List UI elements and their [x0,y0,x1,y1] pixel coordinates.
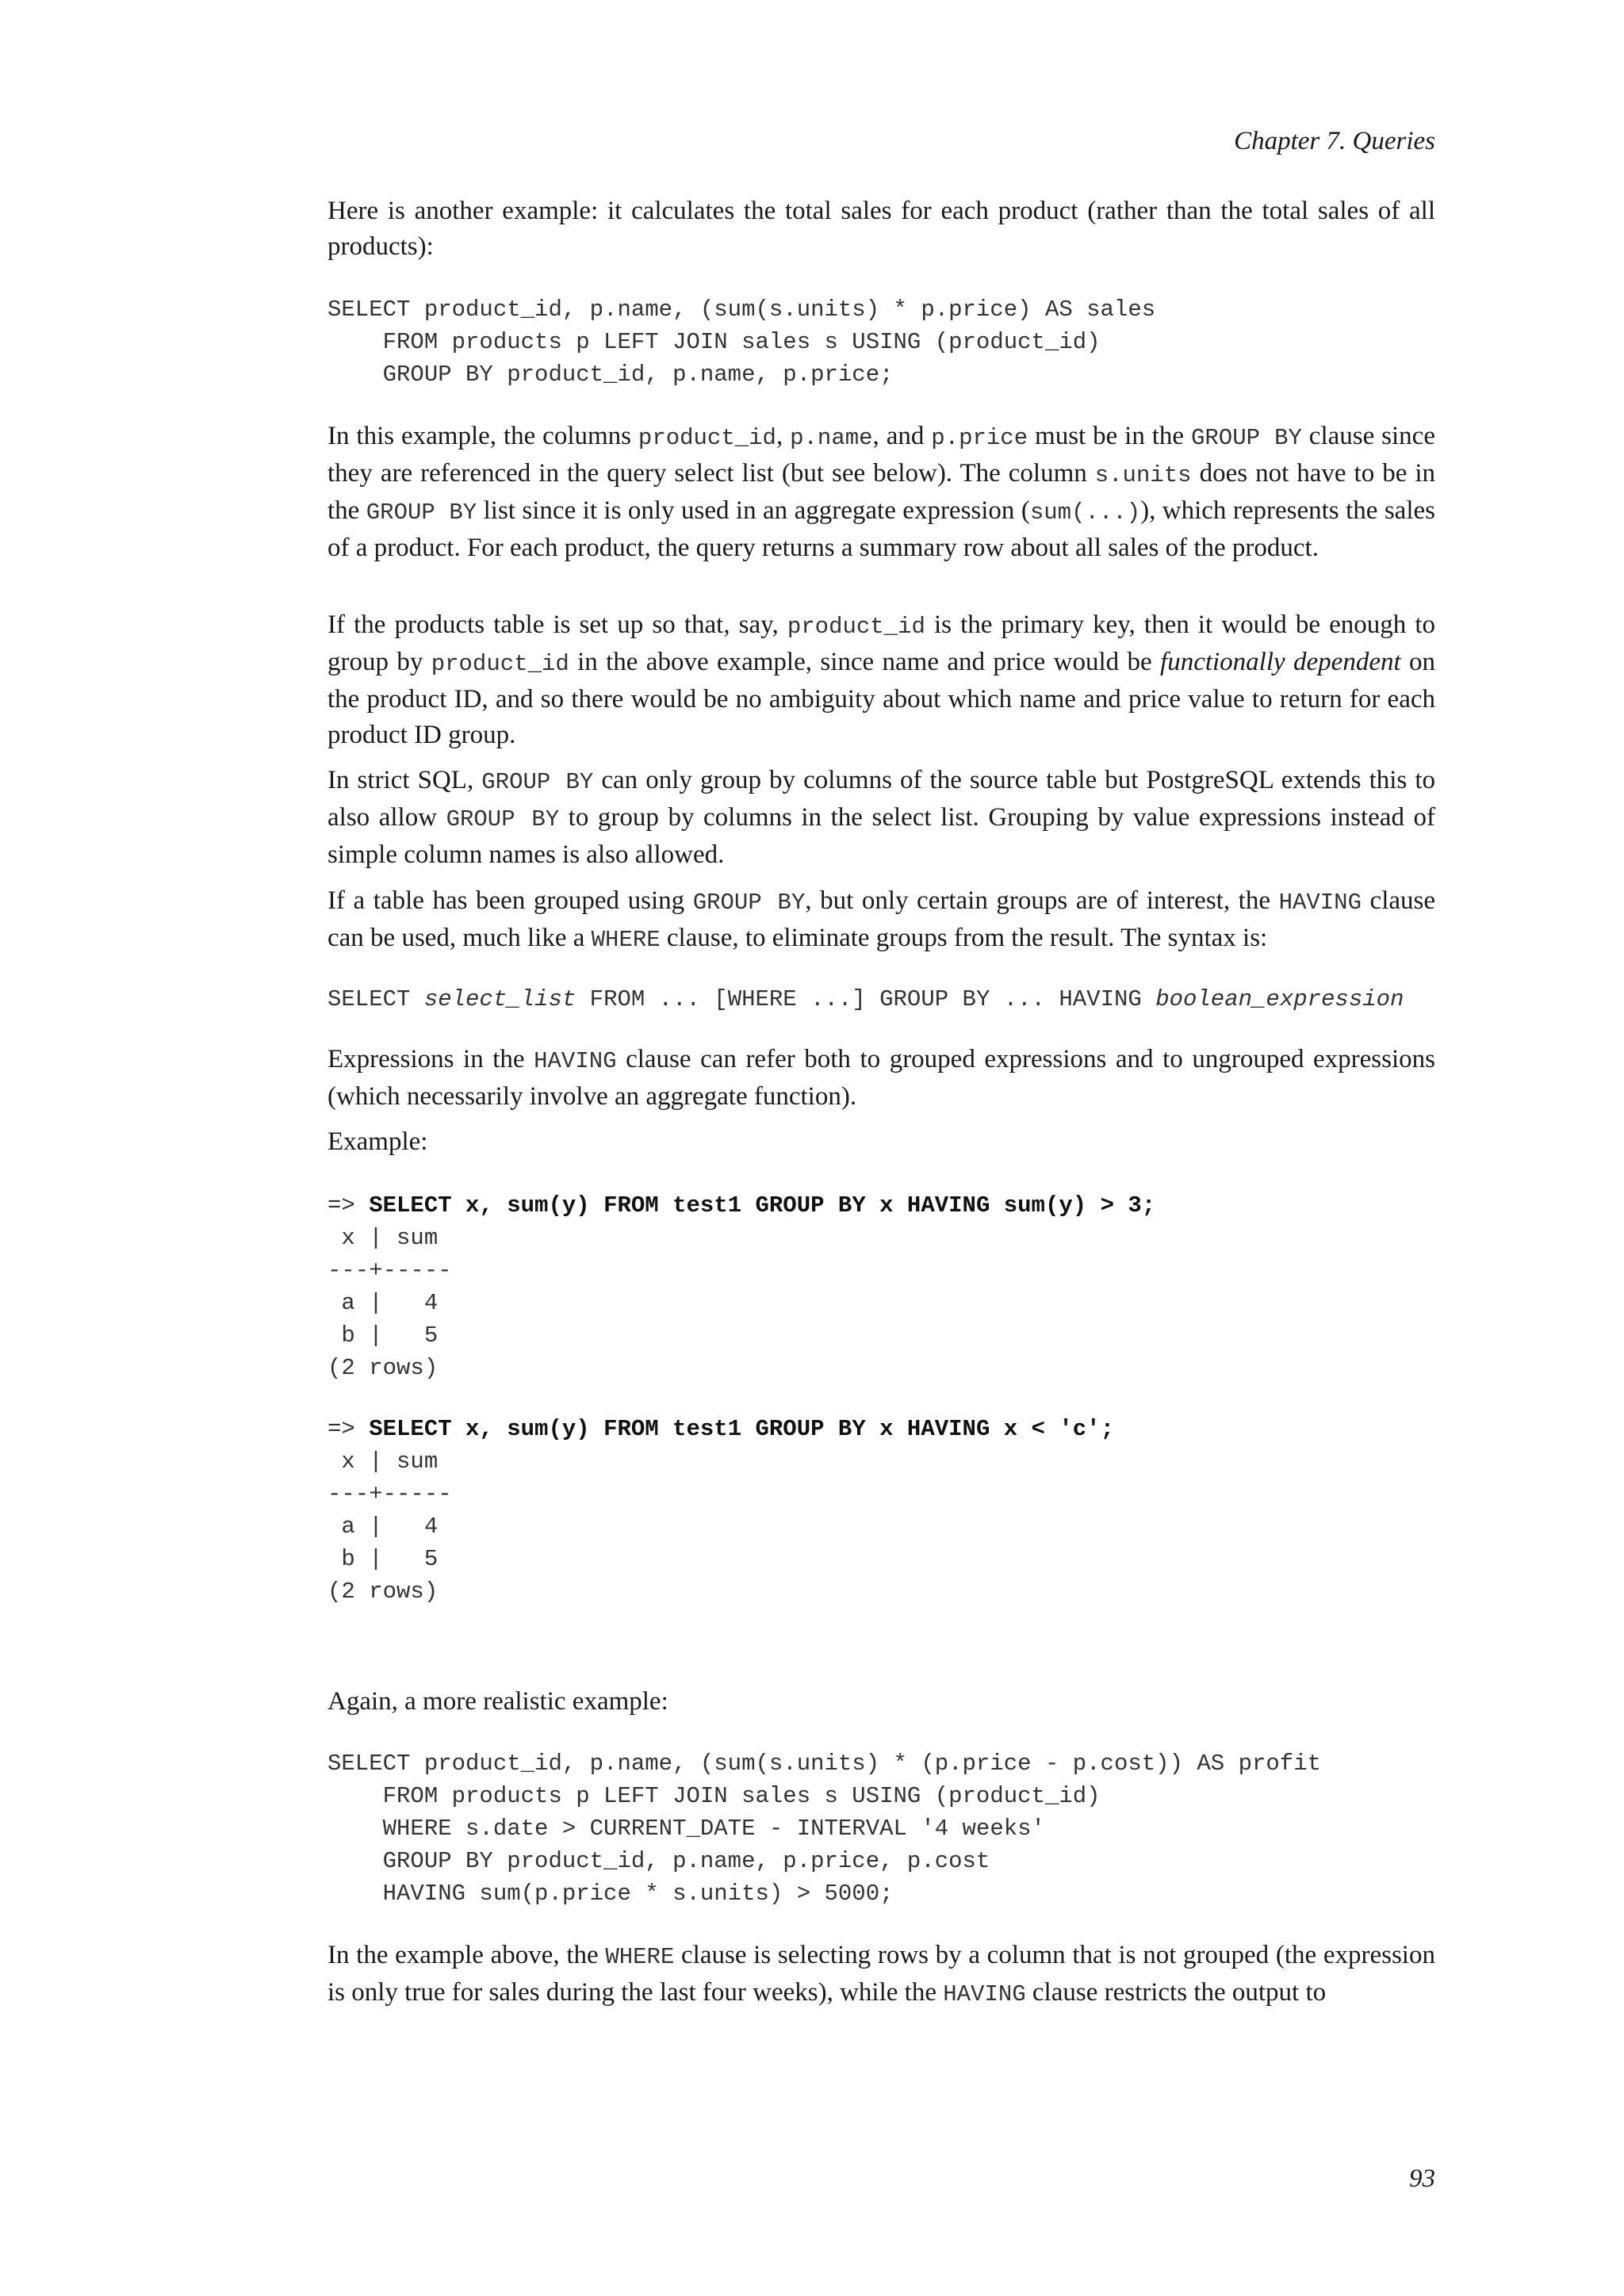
inline-code: GROUP BY [1191,425,1302,451]
code-example-1: => SELECT x, sum(y) FROM test1 GROUP BY x HAVING sum(y) > 3; x | sum ---+----- a | 4 b | 5 (2 rows) [327,1192,1156,1381]
code-block-profit: SELECT product_id, p.name, (sum(s.units) * (p.price - p.cost)) AS profit FROM products p LEFT JOIN sales s USING (product_id) WHERE s.date > CURRENT_DATE - INTERVAL '4 weeks' GROUP BY product_id, p.name, p.price, p.cost HAVING sum(p.price * s.units) > 5000; [327,1751,1322,1907]
inline-code: GROUP BY [481,769,594,795]
inline-code: p.name [790,425,873,451]
paragraph-group-by-columns: In this example, the columns product_id, p.name, and p.price must be in the GROUP BY clause since they are referenced in the query select list (but see below). The column s.units does not have to be in the GROUP BY list since it is only used in an aggregate expression (sum(...)), which represents the sales of a product. For each product, the query returns a summary row about all sales of the product. [327,422,1436,562]
inline-code: product_id [638,425,776,451]
running-header: Chapter 7. Queries [1234,127,1435,155]
paragraph-where-vs-having: In the example above, the WHERE clause is selecting rows by a column that is not grouped (the expression is only true for sales during the last four weeks), while the HAVING clause restricts the output to [327,1941,1435,2007]
inline-code: sum(...) [1029,499,1141,526]
inline-code: HAVING [534,1048,617,1074]
inline-code: HAVING [943,1981,1026,2007]
syntax-block: SELECT select_list FROM ... [WHERE ...] GROUP BY ... HAVING boolean_expression [327,986,1404,1012]
inline-code: product_id [431,651,569,677]
code-example-2: => SELECT x, sum(y) FROM test1 GROUP BY x HAVING x < 'c'; x | sum ---+----- a | 4 b | 5 (2 rows) [327,1416,1114,1605]
paragraph-realistic-example: Again, a more realistic example: [327,1687,668,1716]
paragraph-having-intro: If a table has been grouped using GROUP BY, but only certain groups are of interest, the HAVING clause can be used, much like a WHERE clause, to eliminate groups from the result. The syntax is: [327,886,1436,953]
inline-code: WHERE [591,927,661,953]
inline-code: GROUP BY [692,890,806,916]
inline-code: p.price [931,425,1028,451]
inline-code: product_id [787,614,925,640]
inline-code: s.units [1094,462,1192,488]
inline-code: GROUP BY [446,806,560,832]
code-block-sales: SELECT product_id, p.name, (sum(s.units) * p.price) AS sales FROM products p LEFT JOIN sales s USING (product_id) GROUP BY product_id, p.name, p.price; [327,297,1156,388]
paragraph-strict-sql: In strict SQL, GROUP BY can only group by columns of the source table but PostgreSQL extends this to also allow GROUP BY to group by columns in the select list. Grouping by value expressions instead of simple column names is also allowed. [327,766,1435,869]
paragraph-having-expressions: Expressions in the HAVING clause can refer both to grouped expressions and to ungrouped expressions (which necessarily involve an aggregate function). [327,1045,1435,1111]
inline-code: HAVING [1278,890,1362,916]
inline-code: WHERE [605,1944,675,1970]
page-number: 93 [1409,2164,1435,2193]
paragraph-example-label: Example: [327,1127,428,1156]
paragraph-primary-key: If the products table is set up so that, say, product_id is the primary key, then it would be enough to group by product_id in the above example, since name and price would be functionally dependent on the product ID, and so there would be no ambiguity about which name and price value to return for each product ID group. [327,610,1435,749]
paragraph-intro: Here is another example: it calculates the total sales for each product (rather than the total sales of all products): [327,197,1435,261]
emphasis: functionally dependent [1160,648,1401,676]
inline-code: GROUP BY [366,499,477,526]
